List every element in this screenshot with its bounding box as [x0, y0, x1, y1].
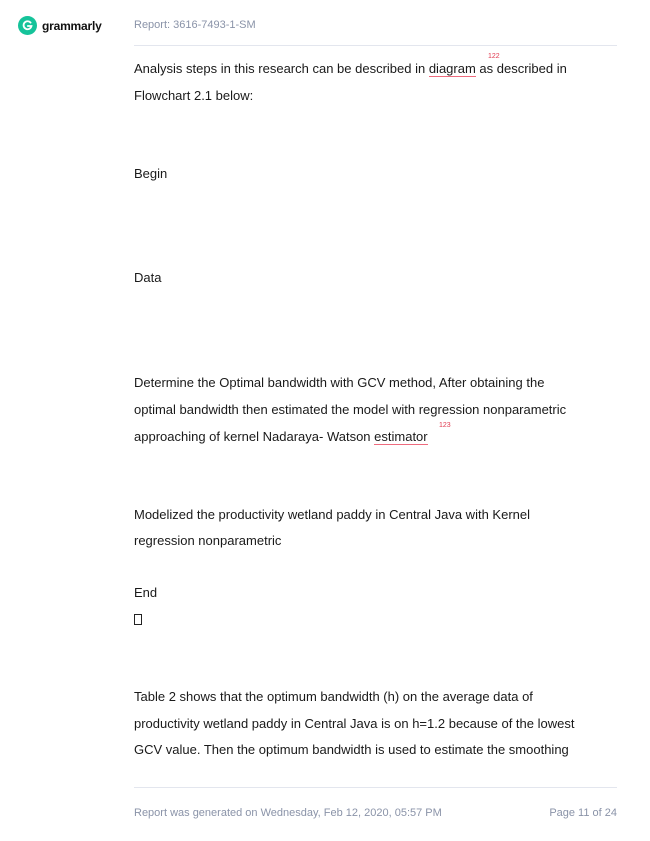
flowchart-begin: Begin [134, 166, 168, 181]
grammarly-g-icon [18, 16, 37, 35]
paragraph-line: Flowchart 2.1 below: [134, 88, 254, 103]
paragraph-line [134, 61, 567, 76]
flowchart-data: Data [134, 270, 162, 285]
flag-number: 123 [439, 422, 451, 429]
text-segment: Analysis steps in this research can be described in [134, 61, 429, 76]
report-id: Report: 3616-7493-1-SM [134, 19, 256, 31]
footer-divider [134, 787, 617, 788]
paragraph-line: Determine the Optimal bandwidth with GCV method, After obtaining the [134, 375, 545, 390]
brand-name: grammarly [42, 18, 102, 33]
flagged-word[interactable]: diagram [428, 61, 476, 76]
text-segment: as described in [475, 61, 567, 76]
flag-number: 122 [488, 53, 500, 60]
flagged-word[interactable]: estimator [374, 429, 428, 444]
header-divider [134, 45, 617, 46]
paragraph-line [134, 429, 428, 444]
text-segment: approaching of kernel Nadaraya- Watson [134, 429, 375, 444]
grammarly-logo [18, 16, 102, 35]
paragraph-line: regression nonparametric [134, 533, 282, 548]
placeholder-glyph-box [134, 614, 142, 625]
generated-timestamp: Report was generated on Wednesday, Feb 12, 2020, 05:57 PM [134, 807, 442, 819]
page-number: Page 11 of 24 [549, 807, 617, 819]
paragraph-line: productivity wetland paddy in Central Java is on h=1.2 because of the lowest [134, 716, 575, 731]
paragraph-line: Modelized the productivity wetland paddy in Central Java with Kernel [134, 507, 530, 522]
flowchart-end: End [134, 585, 158, 600]
paragraph-line: Table 2 shows that the optimum bandwidth (h) on the average data of [134, 689, 533, 704]
paragraph-line: GCV value. Then the optimum bandwidth is used to estimate the smoothing [134, 742, 569, 757]
paragraph-line: optimal bandwidth then estimated the model with regression nonparametric [134, 402, 567, 417]
